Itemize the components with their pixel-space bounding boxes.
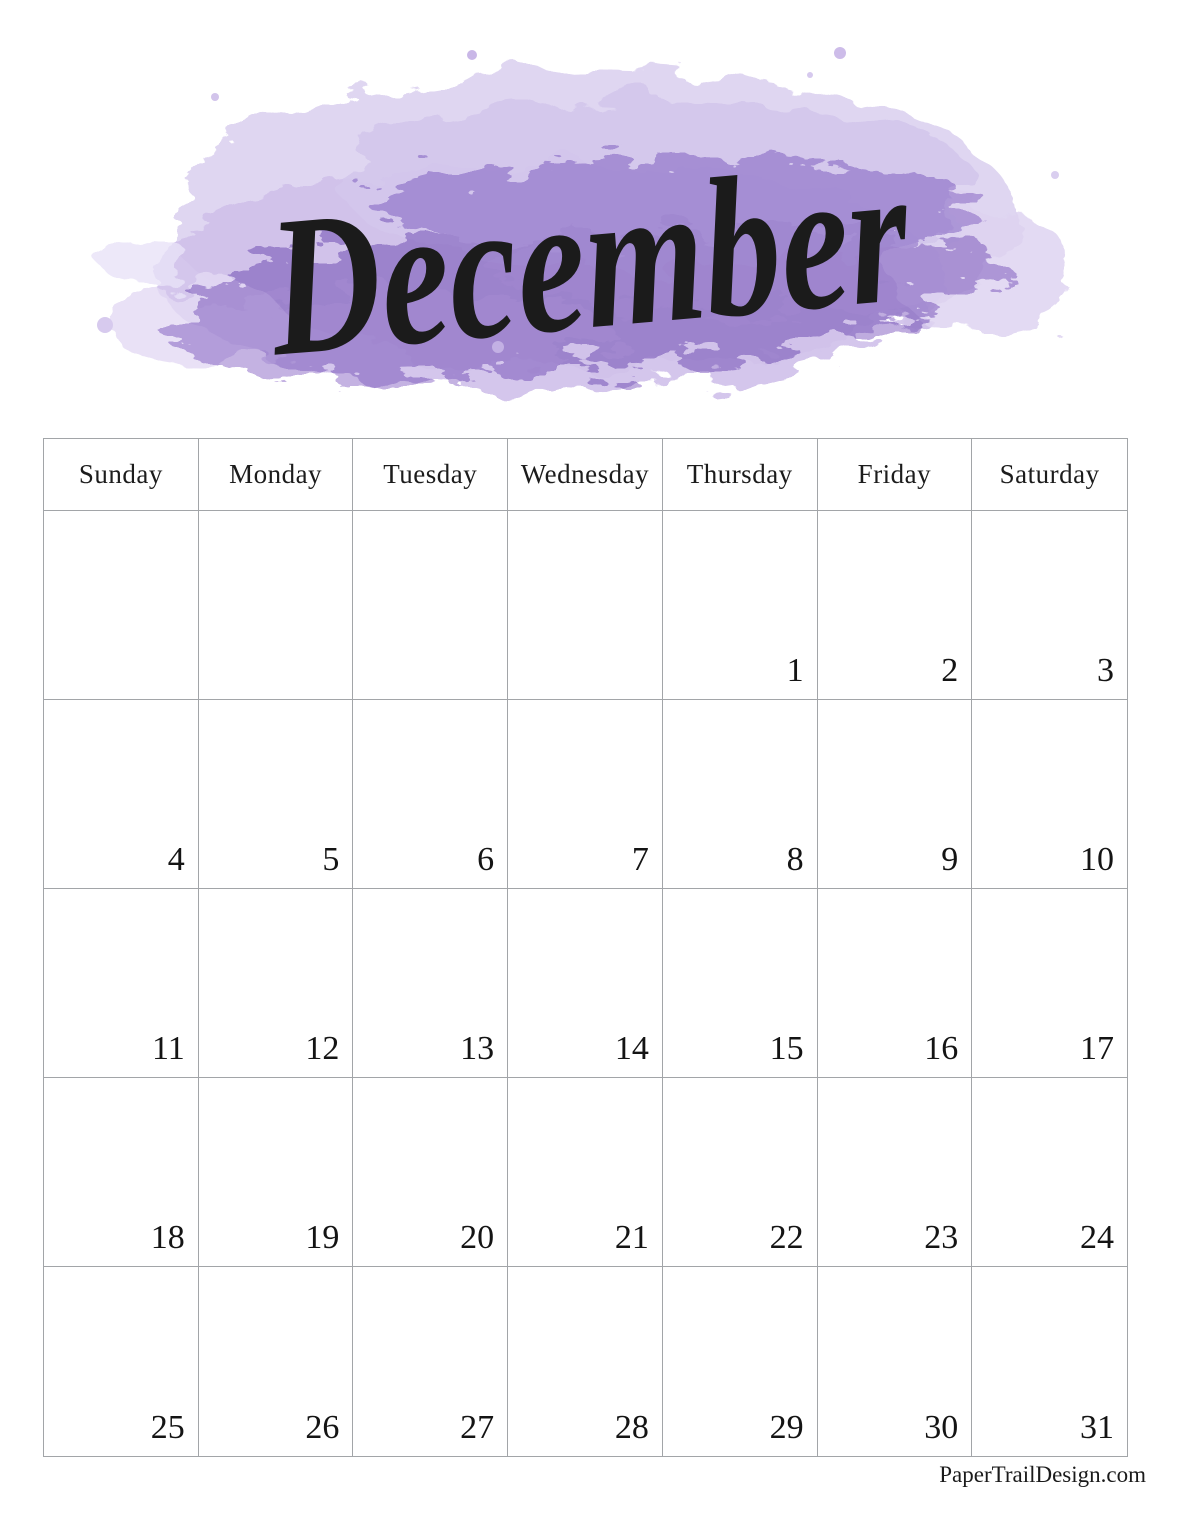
date-number: 24 [1079,1219,1114,1256]
date-number: 1 [786,652,804,689]
day-header-wednesday: Wednesday [508,439,663,511]
date-number: 2 [941,652,959,689]
date-number: 19 [305,1219,340,1256]
day-cell-5 [199,700,354,889]
date-number: 23 [924,1219,959,1256]
day-header-thursday: Thursday [663,439,818,511]
date-number: 5 [322,841,340,878]
date-number: 3 [1096,652,1114,689]
day-cell-11 [44,889,199,1078]
date-number: 31 [1079,1409,1114,1446]
date-number: 12 [305,1030,340,1067]
date-number: 29 [769,1409,804,1446]
day-cell-21 [508,1078,663,1267]
day-cell-24 [972,1078,1127,1267]
date-number: 27 [460,1409,495,1446]
date-number: 14 [614,1030,649,1067]
day-cell-30 [818,1267,973,1456]
day-cell-28 [508,1267,663,1456]
header-watercolor-splash [50,35,1110,430]
date-number: 21 [614,1219,649,1256]
day-cell-7 [508,700,663,889]
day-cell-26 [199,1267,354,1456]
date-number: 28 [614,1409,649,1446]
day-cell-18 [44,1078,199,1267]
day-cell-27 [353,1267,508,1456]
day-cell-16 [818,889,973,1078]
date-number: 15 [769,1030,804,1067]
date-number: 7 [631,841,649,878]
day-cell-29 [663,1267,818,1456]
day-cell-12 [199,889,354,1078]
calendar-grid [43,438,1128,1457]
day-cell-1 [663,511,818,700]
date-number: 16 [924,1030,959,1067]
day-cell-3 [972,511,1127,700]
date-number: 25 [150,1409,185,1446]
date-number: 11 [151,1030,185,1067]
day-cell-9 [818,700,973,889]
day-header-sunday: Sunday [44,439,199,511]
watercolor-splash-svg [50,35,1110,430]
day-cell-6 [353,700,508,889]
day-cell-empty [508,511,663,700]
day-cell-2 [818,511,973,700]
day-cell-empty [44,511,199,700]
day-cell-14 [508,889,663,1078]
day-cell-19 [199,1078,354,1267]
date-number: 26 [305,1409,340,1446]
date-number: 22 [769,1219,804,1256]
date-number: 18 [150,1219,185,1256]
month-title: December [260,105,1110,399]
date-number: 8 [786,841,804,878]
day-header-saturday: Saturday [972,439,1127,511]
date-number: 6 [477,841,495,878]
day-header-tuesday: Tuesday [353,439,508,511]
footer-credit: PaperTrailDesign.com [939,1462,1146,1487]
day-cell-22 [663,1078,818,1267]
date-number: 17 [1079,1030,1114,1067]
day-cell-13 [353,889,508,1078]
day-cell-10 [972,700,1127,889]
day-cell-empty [199,511,354,700]
day-header-monday: Monday [199,439,354,511]
date-number: 10 [1079,841,1114,878]
day-cell-8 [663,700,818,889]
date-number: 4 [167,841,185,878]
day-header-friday: Friday [818,439,973,511]
day-cell-20 [353,1078,508,1267]
date-number: 20 [460,1219,495,1256]
date-number: 30 [924,1409,959,1446]
day-cell-empty [353,511,508,700]
date-number: 9 [941,841,959,878]
day-cell-17 [972,889,1127,1078]
day-cell-25 [44,1267,199,1456]
day-cell-23 [818,1078,973,1267]
day-cell-15 [663,889,818,1078]
day-cell-4 [44,700,199,889]
day-cell-31 [972,1267,1127,1456]
date-number: 13 [460,1030,495,1067]
